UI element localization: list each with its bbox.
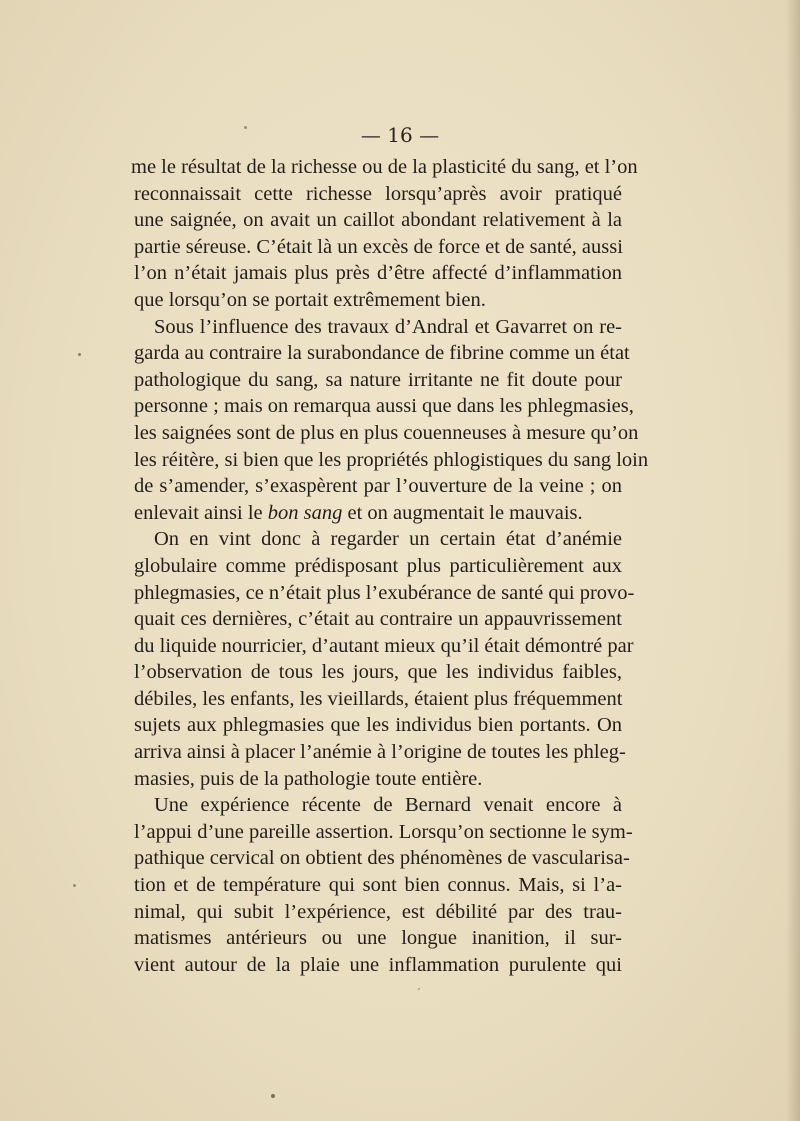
paper-speck [271, 1094, 275, 1098]
text-line: pathologique du sang, sa nature irritante ne fit doute pour [134, 368, 622, 391]
text-line: les saignées sont de plus en plus couenneuses à mesure qu’on [134, 421, 639, 444]
text-line: quait ces dernières, c’était au contraire un appauvrissement [134, 608, 622, 631]
text-line: personne ; mais on remarqua aussi que dans les phlegmasies, [134, 395, 634, 418]
page-edge-shadow [786, 0, 800, 1121]
text-line: reconnaissait cette richesse lorsqu’après avoir pratiqué [134, 182, 622, 205]
text-line: me le résultat de la richesse ou de la plasticité du sang, et l’on [131, 156, 638, 178]
text-line: globulaire comme prédisposant plus particulièrement aux [134, 554, 622, 577]
text-line: que lorsqu’on se portait extrêmement bien. [134, 288, 486, 311]
text-line: nimal, qui subit l’expérience, est débilité par des trau- [134, 900, 622, 923]
text-line: masies, puis de la pathologie toute entière. [134, 767, 483, 790]
text-line: On en vint donc à regarder un certain état d’anémie [154, 528, 622, 551]
text-line: l’appui d’une pareille assertion. Lorsqu’on sectionne le sym- [134, 820, 633, 843]
text-line: une saignée, on avait un caillot abondant relativement à la [134, 209, 622, 232]
text-line: garda au contraire la surabondance de fibrine comme un état [134, 342, 630, 365]
italic-phrase: bon sang [267, 501, 343, 524]
text-line: vient autour de la plaie une inflammation purulente qui [134, 953, 622, 976]
text-line: phlegmasies, ce n’était plus l’exubérance de santé qui provo- [134, 581, 635, 604]
text-line: Une expérience récente de Bernard venait encore à [154, 794, 622, 817]
text-segment: enlevait ainsi le [134, 501, 268, 524]
text-line: sujets aux phlegmasies que les individus bien portants. On [134, 714, 622, 737]
text-line: tion et de température qui sont bien connus. Mais, si l’a- [134, 874, 622, 897]
text-line: débiles, les enfants, les vieillards, étaient plus fréquemment [134, 687, 623, 710]
body-text [131, 154, 649, 978]
text-line: l’on n’était jamais plus près d’être affecté d’inflammation [134, 262, 622, 285]
text-line: du liquide nourricier, d’autant mieux qu’il était démontré par [134, 634, 634, 657]
text-line: arriva ainsi à placer l’anémie à l’origine de toutes les phleg- [134, 741, 626, 764]
text-line: pathique cervical on obtient des phénomènes de vascularisa- [134, 847, 630, 870]
text-line-with-italic [134, 500, 622, 527]
text-line: de s’amender, s’exaspèrent par l’ouverture de la veine ; on [134, 475, 622, 498]
page-number: — 16 — [360, 123, 440, 147]
text-line: partie séreuse. C’était là un excès de force et de santé, aussi [134, 235, 623, 258]
text-line: l’observation de tous les jours, que les individus faibles, [134, 661, 622, 684]
paper-speck [73, 884, 76, 887]
text-line: les réitère, si bien que les propriétés phlogistiques du sang loin [134, 448, 649, 471]
text-line: matismes antérieurs ou une longue inanition, il sur- [134, 927, 622, 950]
paper-speck [418, 988, 420, 990]
paper-speck [244, 126, 247, 129]
paper-speck [78, 353, 81, 356]
text-segment: et on augmentait le mauvais. [342, 501, 583, 524]
text-line: Sous l’influence des travaux d’Andral et Gavarret on re- [154, 315, 622, 338]
